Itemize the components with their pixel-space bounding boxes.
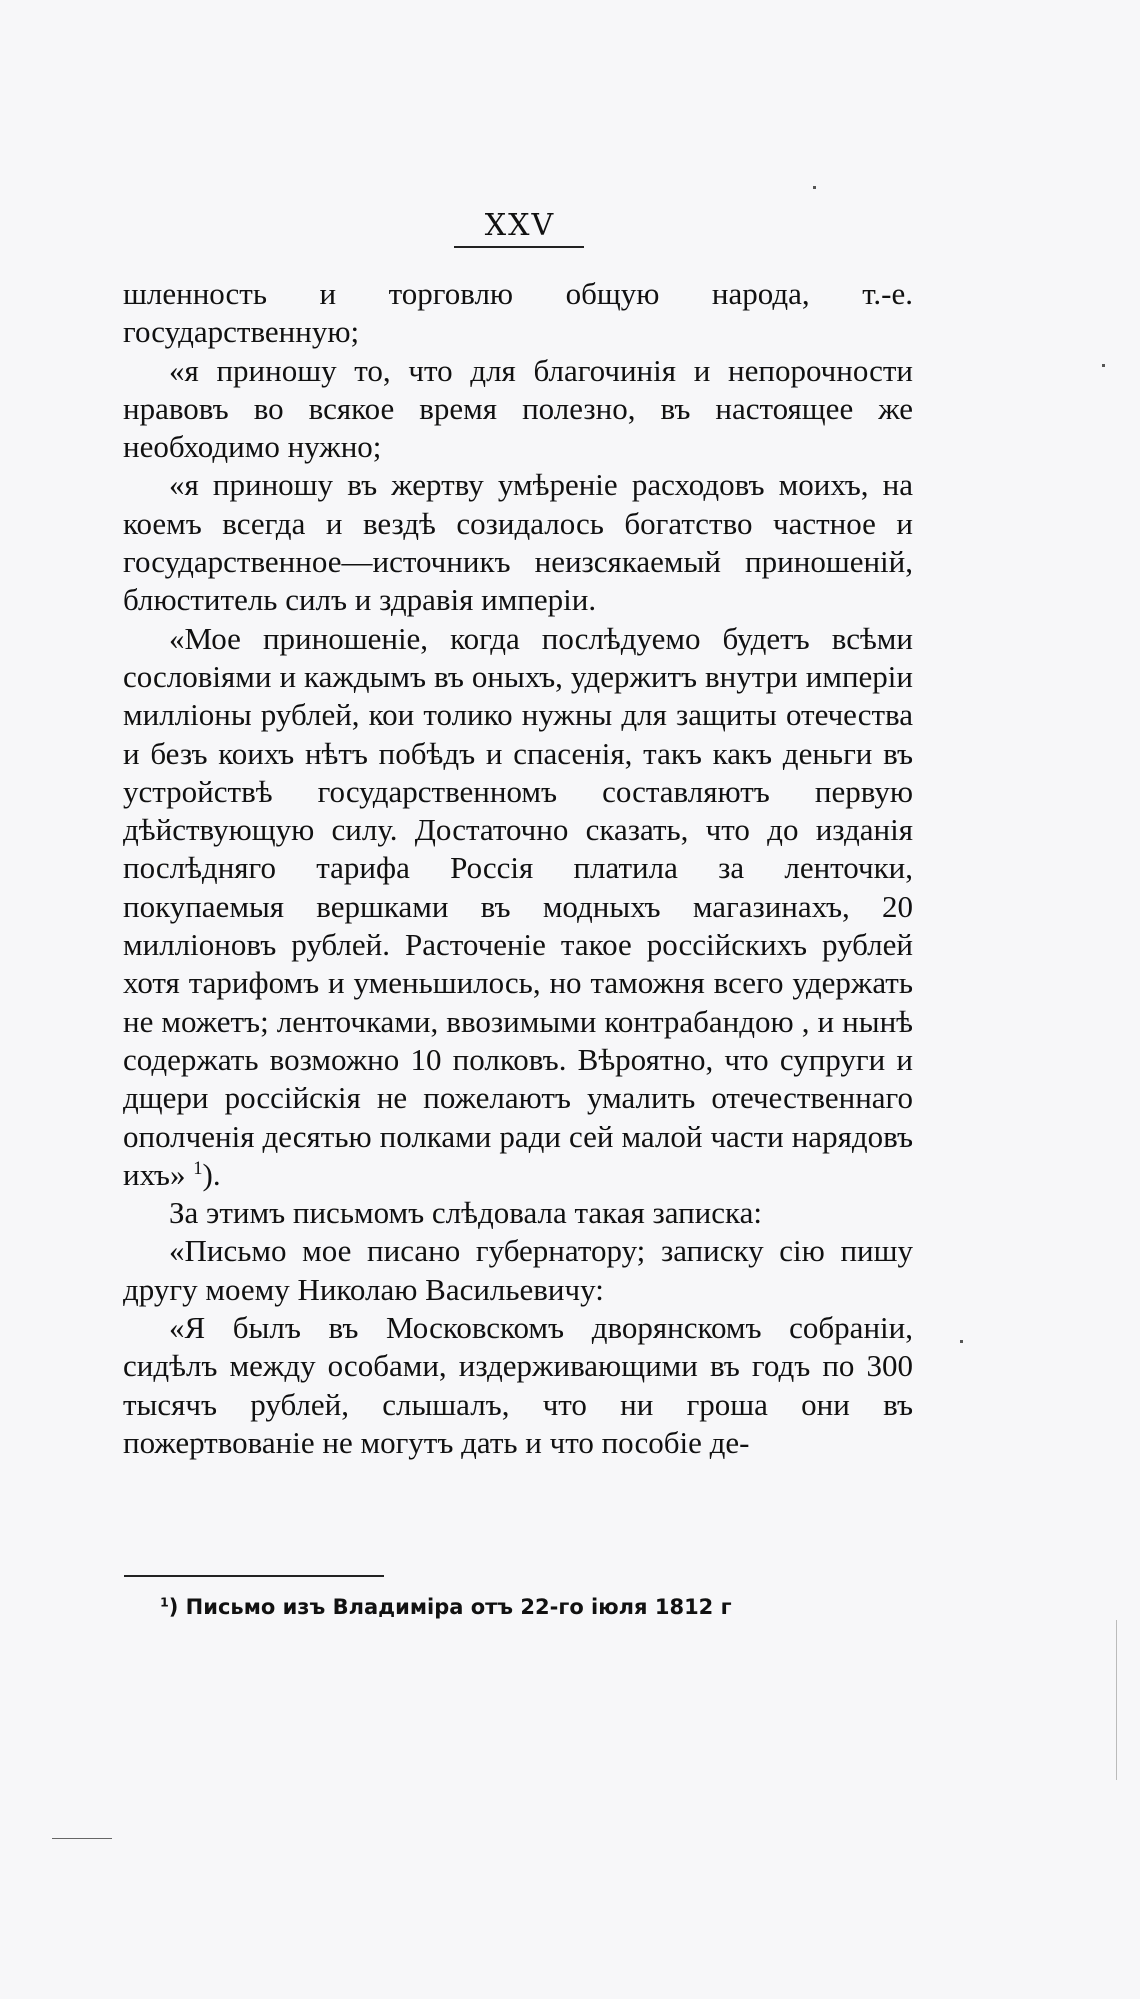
footnote-reference: 1 — [193, 1157, 203, 1179]
footnote-mark: 1 — [160, 1594, 169, 1610]
scan-speck — [813, 186, 816, 189]
paragraph-2: «я приношу то, что для благочинія и непорочности нравовъ во всякое время полезно, въ настоящее же необходимо нужно; — [123, 352, 913, 465]
body-text — [123, 275, 913, 1462]
paragraph-3: «я приношу въ жертву умѣреніе расходовъ моихъ, на коемъ всегда и вездѣ созидалось богатство частное и государственное—источникъ неизсякаемый приношеній, блюститель силъ и здравія имперіи. — [123, 467, 913, 618]
scan-edge-line — [1116, 1620, 1117, 1780]
footnote-text: ) Письмо изъ Владиміра отъ 22-го іюля 1812 г — [168, 1595, 732, 1619]
paragraph-5: За этимъ письмомъ слѣдовала такая записка: — [169, 1195, 762, 1231]
footnote-separator — [124, 1575, 384, 1577]
scan-speck — [960, 1340, 963, 1343]
paragraph-6: «Письмо мое писано губернатору; записку сію пишу другу моему Николаю Васильевичу: — [123, 1233, 913, 1307]
footnote — [160, 1593, 860, 1621]
paragraph-7: «Я былъ въ Московскомъ дворянскомъ собраніи, сидѣлъ между особами, издерживающими въ годъ по 300 тысячъ рублей, слышалъ, что ни гроша они въ пожертвованіе не могутъ дать и что пособіе де- — [123, 1310, 913, 1460]
paragraph-1: шленность и торговлю общую народа, т.-е. государственную; — [123, 276, 913, 350]
scan-edge-mark — [52, 1838, 112, 1839]
page-number: XXV — [484, 208, 556, 243]
scan-speck — [1102, 364, 1105, 367]
header-rule — [454, 246, 584, 248]
paragraph-4-text: «Мое приношеніе, когда послѣдуемо будетъ всѣми сословіями и каждымъ въ оныхъ, удержитъ внутри имперіи милліоны рублей, кои толико нужны для защиты отечества и безъ коихъ нѣтъ побѣдъ и спасенія, такъ какъ деньги въ устройствѣ государственномъ составляютъ первую дѣйствующую силу. Достаточно сказать, что до изданія послѣдняго тарифа Россія платила за ленточки, покупаемыя вершками въ модныхъ магазинахъ, 20 милліоновъ рублей. Расточеніе такое россійскихъ рублей хотя тарифомъ и уменьшилось, но таможня всего удержать не можетъ; ленточками, ввозимыми контрабандою , и нынѣ содержать возможно 10 полковъ. Вѣроятно, что супруги и дщери россійскія не пожелаютъ умалить отечественнаго ополченія десятью полками ради сей малой части нарядовъ ихъ» — [123, 620, 913, 1192]
footnote-reference-close: ). — [202, 1156, 221, 1192]
paragraph-4 — [123, 620, 913, 1194]
